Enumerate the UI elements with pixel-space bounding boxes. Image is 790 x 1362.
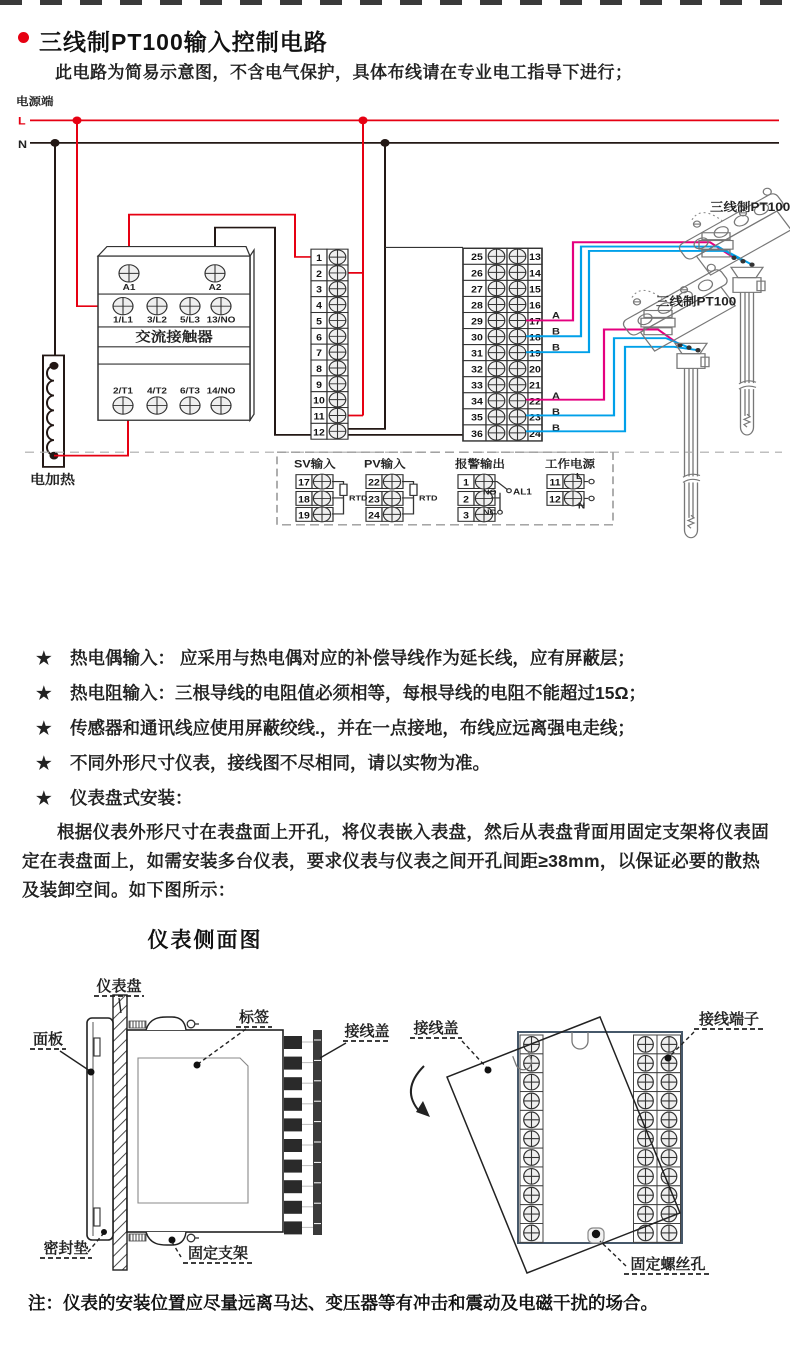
svg-text:24: 24 — [529, 429, 541, 440]
note-text: 传感器和通讯线应使用屏蔽绞线.，并在一点接地，布线应远离强电走线； — [70, 718, 635, 738]
instrument-side-view — [30, 977, 391, 1270]
svg-text:23: 23 — [368, 495, 380, 506]
svg-text:17: 17 — [298, 478, 310, 489]
svg-text:22: 22 — [529, 397, 541, 408]
svg-text:6/T3: 6/T3 — [180, 386, 200, 396]
terminal-block-25-36-13-24 — [463, 248, 542, 441]
alarm-al1-label: AL1 — [513, 487, 532, 497]
sv-input-label: SV输入 — [294, 458, 336, 471]
note-item — [36, 645, 766, 680]
star-icon: ★ — [36, 683, 52, 703]
svg-text:11: 11 — [313, 412, 325, 423]
note-text: 热电偶输入： 应采用与热电偶对应的补偿导线作为延长线，应有屏蔽层； — [70, 648, 635, 668]
alarm-output-label: 报警输出 — [455, 458, 505, 471]
tag-label: 标签 — [238, 1009, 270, 1026]
wiring-diagram — [0, 85, 790, 625]
star-icon: ★ — [36, 788, 52, 808]
svg-text:1/L1: 1/L1 — [113, 315, 133, 325]
note-item — [36, 785, 766, 820]
svg-text:12: 12 — [549, 495, 561, 506]
sideview-title: 仪表侧面图 — [147, 928, 263, 952]
svg-text:20: 20 — [529, 365, 541, 376]
svg-text:16: 16 — [529, 300, 541, 312]
svg-text:13: 13 — [529, 252, 541, 263]
svg-text:2: 2 — [316, 269, 322, 280]
svg-text:B: B — [552, 327, 560, 338]
note-item — [36, 680, 766, 715]
sensor1-label: 三线制PT100 — [710, 200, 790, 214]
power-l-label: L — [576, 471, 583, 481]
svg-text:3: 3 — [463, 511, 469, 522]
power-terminal-label: 电源端 — [16, 95, 54, 108]
svg-text:7: 7 — [316, 348, 322, 359]
svg-text:10: 10 — [313, 396, 325, 407]
wiring-cover-right-label: 接线盖 — [413, 1020, 459, 1037]
svg-text:B: B — [552, 343, 560, 354]
line-l-label: L — [18, 115, 26, 128]
pt100-sensor-1 — [673, 186, 790, 435]
svg-text:4: 4 — [316, 301, 322, 312]
svg-text:4/T2: 4/T2 — [147, 386, 167, 396]
svg-text:2/T1: 2/T1 — [113, 386, 133, 396]
header — [18, 24, 328, 57]
work-power-label: 工作电源 — [545, 458, 595, 471]
svg-text:15: 15 — [529, 284, 541, 296]
svg-text:31: 31 — [471, 349, 483, 360]
terminal-strip-1-12 — [311, 249, 348, 439]
note-text: 仪表盘式安装： — [70, 788, 193, 808]
svg-text:3: 3 — [316, 285, 322, 296]
footnote: 注：仪表的安装位置应尽量远离马达、变压器等有冲击和震动及电磁干扰的场合。 — [28, 1293, 658, 1313]
svg-text:17: 17 — [529, 317, 541, 328]
svg-text:6: 6 — [316, 332, 322, 344]
contactor-a1: A1 — [122, 282, 136, 292]
bottom-terminal-groups — [294, 458, 595, 522]
svg-text:21: 21 — [529, 381, 541, 392]
heater-label: 电加热 — [30, 472, 75, 487]
star-icon: ★ — [36, 753, 52, 773]
contactor-name: 交流接触器 — [135, 330, 213, 346]
svg-text:11: 11 — [549, 478, 561, 489]
svg-text:3/L2: 3/L2 — [147, 315, 167, 325]
ac-contactor — [98, 247, 254, 421]
alarm-nc-label: NC — [483, 507, 497, 517]
wiring-cover-left-label: 接线盖 — [344, 1023, 390, 1040]
svg-text:1: 1 — [316, 253, 322, 264]
page-title: 三线制PT100输入控制电路 — [39, 29, 328, 55]
svg-text:9: 9 — [316, 380, 322, 391]
svg-text:13/NO: 13/NO — [206, 315, 236, 325]
notes-list — [36, 645, 766, 820]
svg-text:8: 8 — [316, 364, 322, 375]
svg-text:A: A — [552, 311, 560, 322]
install-paragraph: 根据仪表外形尺寸在表盘面上开孔，将仪表嵌入表盘，然后从表盘背面用固定支架将仪表固定在表盘面上，如需安装多台仪表，要求仪表与仪表之间开孔间距≥38mm，以保证必要的散热及装卸空间。如下图所示： — [22, 822, 769, 900]
svg-text:1: 1 — [463, 478, 469, 489]
svg-text:2: 2 — [463, 495, 469, 506]
power-n-label: N — [578, 500, 586, 511]
svg-text:23: 23 — [529, 413, 541, 424]
front-panel-label: 面板 — [32, 1031, 64, 1048]
section-divider — [0, 0, 790, 5]
svg-text:14/NO: 14/NO — [206, 386, 236, 396]
svg-text:25: 25 — [471, 252, 483, 263]
svg-text:5/L3: 5/L3 — [180, 315, 200, 325]
alarm-no-label: NO — [483, 487, 497, 497]
svg-text:32: 32 — [471, 365, 483, 376]
panel-board-label: 仪表盘 — [96, 978, 142, 995]
svg-text:27: 27 — [471, 284, 483, 296]
svg-text:36: 36 — [471, 429, 483, 440]
pt100-sensor-2 — [617, 262, 744, 538]
svg-text:34: 34 — [471, 397, 483, 408]
terminal-label: 接线端子 — [698, 1011, 760, 1028]
svg-text:26: 26 — [471, 268, 483, 280]
svg-text:18: 18 — [298, 495, 310, 506]
note-text: 热电阻输入：三根导线的电阻值必须相等，每根导线的电阻不能超过15Ω； — [70, 683, 646, 703]
sv-rtd-label: RTD — [349, 493, 368, 503]
instrument-rear-view — [410, 1010, 764, 1274]
svg-text:35: 35 — [471, 413, 483, 424]
svg-text:19: 19 — [298, 511, 310, 522]
svg-text:B: B — [552, 423, 560, 434]
svg-text:18: 18 — [529, 333, 541, 344]
svg-text:12: 12 — [313, 427, 325, 439]
svg-text:19: 19 — [529, 349, 541, 360]
note-item — [36, 715, 766, 750]
star-icon: ★ — [36, 718, 52, 738]
svg-text:28: 28 — [471, 300, 483, 312]
star-icon: ★ — [36, 648, 52, 668]
screw-hole-label: 固定螺丝孔 — [630, 1256, 706, 1273]
svg-text:24: 24 — [368, 511, 380, 522]
svg-text:B: B — [552, 407, 560, 418]
svg-text:30: 30 — [471, 333, 483, 344]
note-text: 不同外形尺寸仪表，接线图不尽相同，请以实物为准。 — [70, 753, 490, 773]
svg-text:33: 33 — [471, 381, 483, 392]
svg-text:5: 5 — [316, 317, 322, 328]
page-subtitle: 此电路为简易示意图，不含电气保护，具体布线请在专业电工指导下进行； — [55, 63, 633, 82]
contactor-a2: A2 — [208, 282, 222, 292]
note-item — [36, 750, 766, 785]
svg-text:14: 14 — [529, 268, 541, 280]
svg-text:A: A — [552, 391, 560, 402]
pv-input-label: PV输入 — [364, 458, 406, 471]
svg-text:22: 22 — [368, 478, 380, 489]
sensor2-label: 三线制PT100 — [656, 295, 737, 309]
red-bullet-icon — [18, 32, 29, 43]
sideview-diagram — [0, 960, 790, 1290]
gasket-label: 密封垫 — [43, 1240, 89, 1257]
line-n-label: N — [18, 138, 28, 151]
pv-rtd-label: RTD — [419, 493, 438, 503]
svg-text:29: 29 — [471, 317, 483, 328]
bracket-label: 固定支架 — [187, 1245, 249, 1262]
